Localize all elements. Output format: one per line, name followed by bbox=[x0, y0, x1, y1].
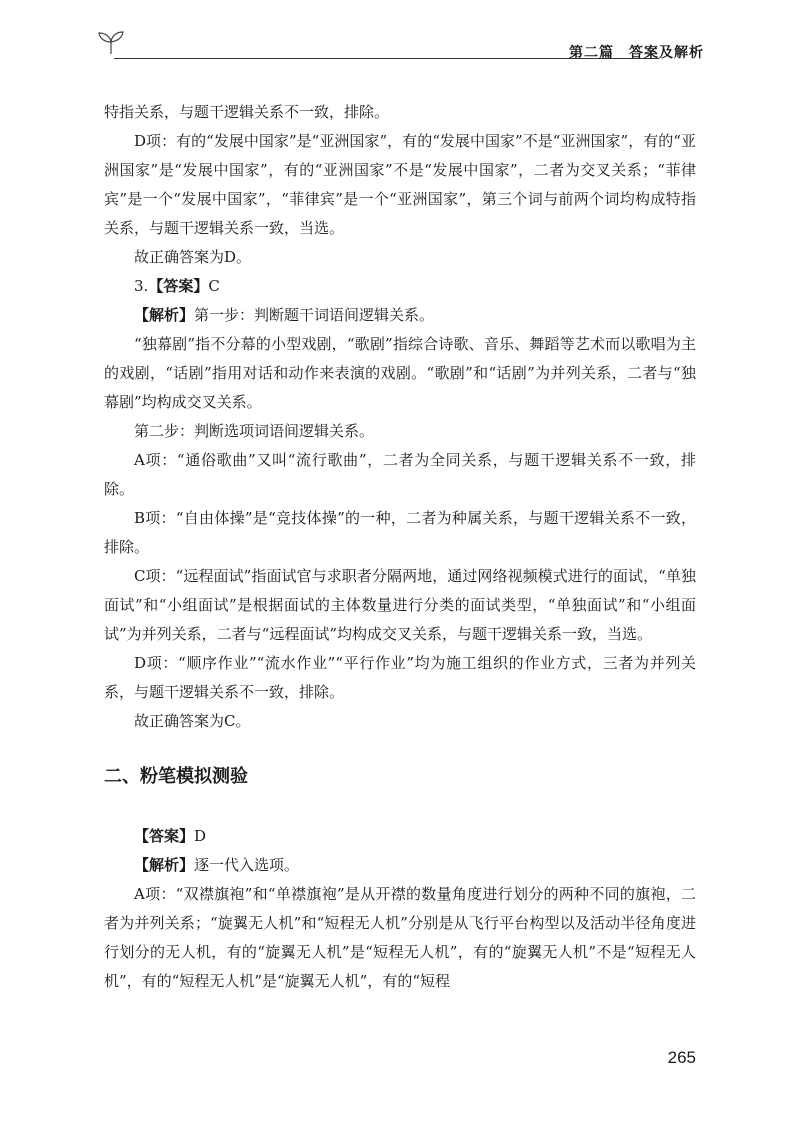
conclusion: 故正确答案为C。 bbox=[134, 712, 251, 730]
q3-analysis bbox=[104, 301, 696, 330]
answer-label: 【答案】 bbox=[134, 827, 195, 845]
answer-value: D bbox=[194, 827, 207, 845]
paragraph: 特指关系，与题干逻辑关系不一致，排除。 bbox=[104, 103, 390, 121]
analysis-text: 逐一代入选项。 bbox=[194, 856, 300, 874]
option-d: D项：“顺序作业”“流水作业”“平行作业”均为施工组织的作业方式，三者为并列关系，与题干逻辑关系不一致，排除。 bbox=[104, 654, 696, 701]
analysis-label: 【解析】 bbox=[134, 856, 195, 874]
s2-answer bbox=[104, 822, 696, 851]
analysis-label: 【解析】 bbox=[134, 306, 195, 324]
analysis-step1: 第一步：判断题干词语间逻辑关系。 bbox=[194, 306, 435, 324]
section-label: 第二篇 答案及解析 bbox=[569, 45, 704, 61]
page-number: 265 bbox=[667, 1048, 696, 1067]
option-a: A项：“双襟旗袍”和“单襟旗袍”是从开襟的数量角度进行划分的两种不同的旗袍，二者为并列关系；“旋翼无人机”和“短程无人机”分别是从飞行平台构型以及活动半径角度进行划分的无人机，有的“旋翼无人机”是“短程无人机”，有的“旋翼无人机”不是“短程无人机”，有的“短程无人机”是“旋翼无人机”，有的“短程 bbox=[104, 885, 696, 990]
page-header bbox=[96, 28, 704, 68]
page-content bbox=[104, 98, 696, 996]
section-heading: 二、粉笔模拟测验 bbox=[104, 766, 248, 787]
s2-analysis bbox=[104, 851, 696, 880]
sprout-icon bbox=[96, 30, 126, 56]
paragraph: 故正确答案为D。 bbox=[134, 248, 252, 266]
paragraph: D项：有的“发展中国家”是“亚洲国家”，有的“发展中国家”不是“亚洲国家”，有的“亚洲国家”是“发展中国家”，有的“亚洲国家”不是“发展中国家”，二者为交叉关系；“菲律宾”是一个“发展中国家”，“菲律宾”是一个“亚洲国家”，第三个词与前两个词均构成特指关系，与题干逻辑关系一致，当选。 bbox=[104, 132, 696, 237]
q3-answer bbox=[104, 272, 696, 301]
option-a: A项：“通俗歌曲”又叫“流行歌曲”，二者为全同关系，与题干逻辑关系不一致，排除。 bbox=[104, 451, 696, 498]
option-b: B项：“自由体操”是“竞技体操”的一种，二者为种属关系，与题干逻辑关系不一致，排除。 bbox=[104, 509, 696, 556]
paragraph: “独幕剧”指不分幕的小型戏剧，“歌剧”指综合诗歌、音乐、舞蹈等艺术而以歌唱为主的戏剧，“话剧”指用对话和动作来表演的戏剧。“歌剧”和“话剧”为并列关系，二者与“独幕剧”均构成交叉关系。 bbox=[104, 335, 696, 411]
answer-label: 【答案】 bbox=[148, 277, 209, 295]
q3-number: 3. bbox=[134, 277, 149, 295]
paragraph: 第二步：判断选项词语间逻辑关系。 bbox=[134, 422, 375, 440]
answer-value: C bbox=[208, 277, 220, 295]
option-c: C项：“远程面试”指面试官与求职者分隔两地，通过网络视频模式进行的面试，“单独面试”和“小组面试”是根据面试的主体数量进行分类的面试类型，“单独面试”和“小组面试”为并列关系，二者与“远程面试”均构成交叉关系，与题干逻辑关系一致，当选。 bbox=[104, 567, 696, 643]
